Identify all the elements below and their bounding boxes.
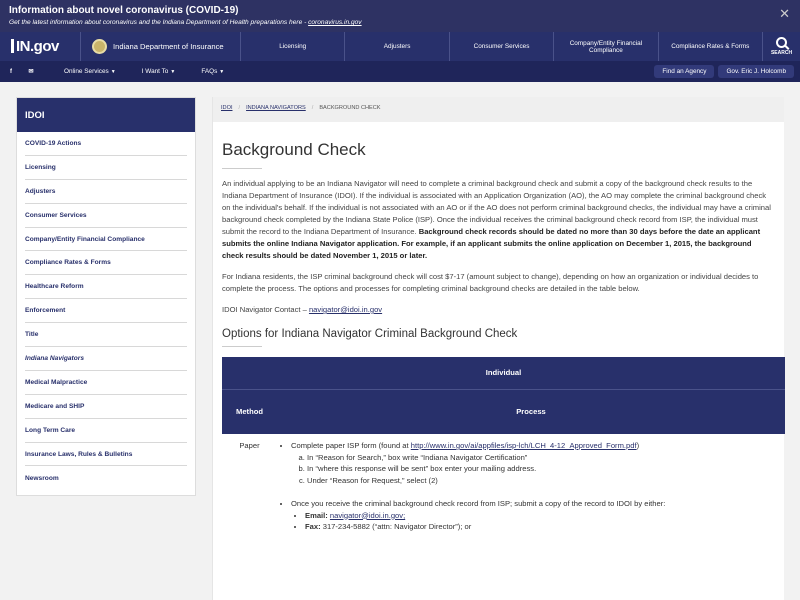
state-seal-icon [92,39,107,54]
process-cell [277,434,785,533]
table-header-individual: Individual [222,357,785,389]
alert-title: Information about novel coronavirus (COVID-19) [9,5,239,16]
covid-alert-banner [0,0,800,32]
table-row [222,434,785,533]
sidebar [16,97,196,496]
intro-text: An individual applying to be an Indiana Navigator will need to complete a criminal background check and submit a copy of the background check results to the Indiana Department of Insurance (IDOI). If the individual is associated with an Application Organization (AO), the AO may complete the criminal background check on the individual's behalf. If the individual is not associated with an AO or if the AO does not perform criminal background checks, the individual may have a criminal background check completed by the Indiana State Police (ISP). Once the individual receives the criminal background check record from ISP, the individual must submit the record to the Indiana Department of Insurance. [222,179,771,236]
table-col-method: Method [222,389,277,434]
i-want-to-menu[interactable] [142,68,176,75]
agency-home-link[interactable] [80,32,240,61]
submit-email [305,510,785,522]
secondary-navbar [0,61,800,82]
caret-down-icon: ▼ [110,69,116,75]
i-want-to-label: I Want To [141,68,169,75]
sidebar-item-covid[interactable]: COVID-19 Actions [25,132,187,156]
sidebar-title[interactable]: IDOI [17,98,195,132]
sub-step-b: b. In “where this response will be sent” box enter your mailing address. [307,463,785,475]
sidebar-item-long-term-care[interactable]: Long Term Care [25,419,187,443]
submit-email-link[interactable]: navigator@idoi.in.gov; [329,510,406,520]
logo-text: IN.gov [16,38,59,55]
breadcrumb-separator: / [311,105,314,111]
find-agency-button[interactable]: Find an Agency [654,65,714,78]
agency-name: Indiana Department of Insurance [113,42,224,51]
options-heading: Options for Indiana Navigator Criminal Background Check [222,328,518,340]
alert-subtitle [9,18,791,27]
method-cell: Paper [239,441,260,450]
sidebar-item-financial-compliance[interactable]: Company/Entity Financial Compliance [25,228,187,252]
alert-link[interactable]: coronavirus.in.gov [308,19,362,26]
governor-button[interactable]: Gov. Eric J. Holcomb [718,65,794,78]
title-divider [222,168,262,169]
step1-text: Complete paper ISP form (found at [291,441,411,450]
breadcrumb-idoi[interactable]: IDOI [221,105,233,111]
close-icon[interactable]: ✕ [779,6,790,21]
table-col-process: Process [277,389,785,434]
breadcrumb-navigators[interactable]: INDIANA NAVIGATORS [246,105,306,111]
sidebar-item-enforcement[interactable]: Enforcement [25,299,187,323]
sidebar-item-laws-rules[interactable]: Insurance Laws, Rules & Bulletins [25,443,187,467]
intro-bold-text: Background check records should be dated no more than 30 days before the date an applicant submits the online Indiana Navigator application. For example, if an applicant submits the online application on December 1, 2015, the background check results should be dated November 1, 2015 or later. [222,227,761,260]
faqs-label: FAQs [201,68,218,75]
nav-financial-compliance[interactable]: Company/Entity Financial Compliance [553,32,657,61]
online-services-label: Online Services [64,68,109,75]
contact-label: IDOI Navigator Contact – [222,305,309,314]
sub-step-c: c. Under “Reason for Request,” select (2) [307,475,785,487]
email-label: Email: [305,510,328,520]
breadcrumb-current: BACKGROUND CHECK [319,105,381,111]
contact-email-link[interactable]: navigator@idoi.in.gov [308,305,383,314]
cost-paragraph: For Indiana residents, the ISP criminal background check will cost $7-17 (amount subject to change), depending on how an organization or individual decides to complete the process. The options and processes for completing criminal background checks are detailed in the table below. [222,272,759,293]
submit-fax [305,521,785,533]
process-step-1 [291,440,785,486]
sidebar-item-healthcare-reform[interactable]: Healthcare Reform [25,275,187,299]
online-services-menu[interactable] [64,68,116,75]
ingov-logo[interactable] [0,32,80,61]
search-button[interactable] [762,32,800,61]
breadcrumb [213,97,784,122]
intro-paragraph [222,178,775,262]
search-label: SEARCH [770,50,793,56]
nav-licensing[interactable]: Licensing [240,32,344,61]
nav-adjusters[interactable]: Adjusters [344,32,448,61]
contact-paragraph [222,304,775,316]
sidebar-item-title[interactable]: Title [25,323,187,347]
facebook-icon[interactable]: f [10,68,12,75]
email-icon[interactable]: ✉ [28,69,34,75]
sidebar-item-licensing[interactable]: Licensing [25,156,187,180]
caret-down-icon: ▼ [219,69,225,75]
faqs-menu[interactable] [201,68,224,75]
sub-step-a: a. In “Reason for Search,” box write “Indiana Navigator Certification” [307,452,785,464]
nav-rates-forms[interactable]: Compliance Rates & Forms [658,32,762,61]
process-step-2 [291,498,785,533]
sidebar-item-adjusters[interactable]: Adjusters [25,180,187,204]
isp-form-link[interactable]: http://www.in.gov/ai/appfiles/isp-lch/LCH_4-12_Approved_Form.pdf [410,441,637,450]
fax-value: 317-234-5882 (“attn: Navigator Director”); or [320,522,472,531]
sidebar-item-medical-malpractice[interactable]: Medical Malpractice [25,371,187,395]
step1-end: ) [636,441,640,450]
sidebar-item-consumer-services[interactable]: Consumer Services [25,204,187,228]
main-navbar [0,32,800,61]
alert-subtitle-text: Get the latest information about coronavirus and the Indiana Department of Health preparations here - [9,19,309,26]
page-title: Background Check [222,140,366,159]
caret-down-icon: ▼ [170,69,176,75]
heading-divider [222,346,262,347]
breadcrumb-separator: / [238,105,241,111]
sidebar-item-navigators[interactable]: Indiana Navigators [25,347,187,371]
main-content [212,97,784,600]
fax-label: Fax: [305,522,321,531]
sidebar-item-rates-forms[interactable]: Compliance Rates & Forms [25,251,187,275]
options-table [222,357,785,533]
sidebar-item-medicare-ship[interactable]: Medicare and SHIP [25,395,187,419]
search-icon [776,37,787,48]
step2-text: Once you receive the criminal background check record from ISP; submit a copy of the record to IDOI by either: [291,499,666,508]
nav-consumer-services[interactable]: Consumer Services [449,32,553,61]
sidebar-item-newsroom[interactable]: Newsroom [25,474,59,482]
